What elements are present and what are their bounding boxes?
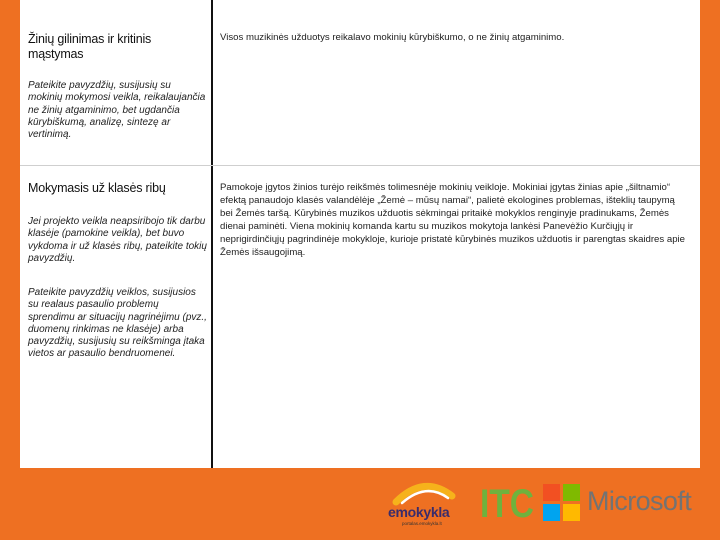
microsoft-wordmark: Microsoft bbox=[587, 486, 692, 516]
row1-answer: Visos muzikinės užduotys reikalavo mokinių kūrybiškumo, o ne žinių atgaminimo. bbox=[220, 32, 565, 43]
emokykla-swoosh-icon bbox=[388, 476, 468, 506]
document-table bbox=[20, 0, 700, 468]
row2-note-1: Jei projekto veikla neapsiribojo tik darbu klasėje (pamokine veikla), bet buvo vykdoma ir už klasės ribų, pateikite tokių pavyzdžių. bbox=[28, 216, 207, 264]
itc-logo bbox=[480, 480, 534, 526]
row2-answer: Pamokoje įgytos žinios turėjo reikšmės tolimesnėje mokinių veikloje. Mokiniai įgytas žinias apie „šiltnamio“ efektą panaudojo klasės valandėlėje „Žemė – mūsų namai“, palietė ekologines problemas, išteklių taupymą bei Žemės taršą. Kūrybinės muzikos užduotis sėkmingai pritaikė mokyklos renginyje pradinukams, Žemės dienai paminėti. Viena mokinių komanda kartu su muzikos mokytoja lankėsi Panevėžio Kurčiųjų ir neprigirdinčiųjų pagrindinėje mokykloje, kurioje pristatė kūrybinės muzikos užduotis ir parengtas skaidres apie Žemės išsaugojimą. bbox=[220, 182, 685, 259]
microsoft-windows-logo-icon bbox=[543, 484, 580, 521]
row1-note: Pateikite pavyzdžių, susijusių su mokinių mokymosi veikla, reikalaujančia ne žinių atgaminimo, bet ugdančia kūrybiškumą, analizę, sintezę ar vertinimą. bbox=[28, 80, 206, 141]
row-divider bbox=[20, 165, 700, 166]
emokykla-logo bbox=[388, 476, 468, 526]
row2-heading: Mokymasis už klasės ribų bbox=[28, 181, 166, 195]
column-divider bbox=[211, 0, 213, 468]
emokykla-tagline: portalas.emokykla.lt bbox=[402, 521, 442, 526]
row2-note-2: Pateikite pavyzdžių veiklos, susijusios su realaus pasaulio problemų sprendimu ar situacijų nagrinėjimu (pvz., duomenų rinkimas ne klasėje) arba pavyzdžių, susijusių su reikšminga įtaka vietos ar pasaulio bendruomenei. bbox=[28, 287, 207, 360]
row1-heading: Žinių gilinimas ir kritinis mąstymas bbox=[28, 32, 152, 61]
itc-wordmark: ITC bbox=[480, 482, 534, 526]
emokykla-wordmark: emokykla bbox=[388, 504, 450, 520]
